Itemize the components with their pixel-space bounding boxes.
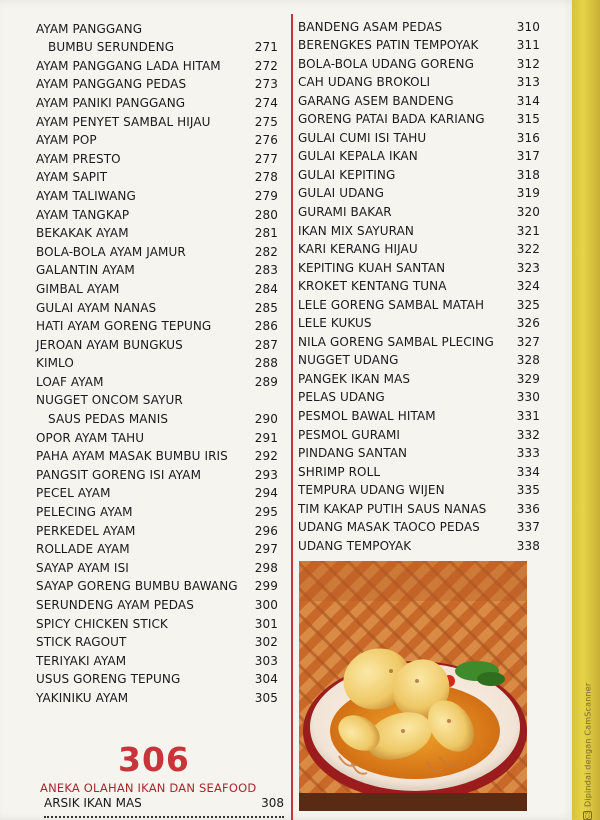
toc-entry-title: GORENG PATAI BADA KARIANG	[298, 112, 485, 127]
toc-entry-title: AYAM POP	[36, 133, 97, 148]
toc-entry-title: PANGSIT GORENG ISI AYAM	[36, 467, 202, 482]
toc-entry-title: GARANG ASEM BANDENG	[298, 93, 454, 108]
toc-entry-page: 329	[516, 371, 540, 386]
toc-entry-page: 310	[516, 19, 540, 34]
toc-entry-page: 276	[254, 133, 278, 148]
toc-entry-title: AYAM PANIKI PANGGANG	[36, 95, 186, 110]
toc-entry-page: 289	[254, 374, 278, 389]
toc-entry-title: PELECING AYAM	[36, 505, 133, 520]
toc-entry	[298, 423, 540, 442]
toc-entry	[298, 256, 540, 275]
toc-entry	[298, 293, 540, 312]
toc-entry-title: GULAI AYAM NANAS	[36, 300, 157, 315]
toc-entry-page: 279	[254, 188, 278, 203]
toc-entry-page: 323	[516, 260, 540, 275]
toc-entry	[298, 460, 540, 479]
toc-entry	[298, 238, 540, 257]
toc-entry-title: BANDENG ASAM PEDAS	[298, 19, 443, 34]
toc-entry-title: LELE KUKUS	[298, 316, 372, 331]
toc-entry-title: UDANG MASAK TAOCO PEDAS	[298, 520, 480, 535]
scanner-watermark	[578, 680, 598, 820]
toc-entry	[298, 330, 540, 349]
toc-entry-title: GURAMI BAKAR	[298, 205, 392, 220]
toc-entry	[36, 500, 278, 519]
toc-entry-page: 332	[516, 427, 540, 442]
toc-entry-title: LELE GORENG SAMBAL MATAH	[298, 297, 485, 312]
toc-entry	[36, 36, 278, 55]
toc-entry-page: 281	[254, 226, 278, 241]
toc-entry	[36, 426, 278, 445]
toc-entry-page: 327	[516, 334, 540, 349]
toc-entry	[298, 219, 540, 238]
toc-entry	[36, 184, 278, 203]
toc-entry-title: SAUS PEDAS MANIS	[48, 412, 169, 427]
toc-entry-title: UDANG TEMPOYAK	[298, 538, 412, 553]
toc-entry-page: 311	[516, 38, 540, 53]
toc-entry-page: 277	[254, 151, 278, 166]
dish-photo	[299, 561, 527, 811]
toc-entry	[36, 352, 278, 371]
toc-entry	[36, 315, 278, 334]
toc-entry	[298, 126, 540, 145]
toc-entry-page: 275	[254, 114, 278, 129]
toc-entry-page: 324	[516, 279, 540, 294]
toc-entry-page: 273	[254, 77, 278, 92]
toc-entry	[298, 163, 540, 182]
toc-entry-page: 287	[254, 337, 278, 352]
toc-entry-page: 308	[261, 796, 284, 810]
toc-entry-title: USUS GORENG TEPUNG	[36, 672, 181, 687]
toc-entry-page: 326	[516, 316, 540, 331]
toc-entry-title: TIM KAKAP PUTIH SAUS NANAS	[298, 501, 487, 516]
toc-entry	[36, 296, 278, 315]
toc-entry-page: 305	[254, 690, 278, 705]
toc-entry	[36, 463, 278, 482]
toc-entry-title: PANGEK IKAN MAS	[298, 371, 411, 386]
toc-entry-page: 271	[254, 40, 278, 55]
toc-left-column	[36, 17, 278, 705]
toc-entry-page: 298	[254, 560, 278, 575]
toc-entry	[298, 516, 540, 535]
toc-entry-page: 325	[516, 297, 540, 312]
toc-entry-page: 318	[516, 167, 540, 182]
toc-entry-title: ROLLADE AYAM	[36, 542, 130, 557]
toc-entry-page: 316	[516, 130, 540, 145]
toc-entry-title: BOLA-BOLA AYAM JAMUR	[36, 244, 186, 259]
toc-entry	[36, 631, 278, 650]
toc-entry	[36, 73, 278, 92]
toc-entry-title: AYAM PANGGANG	[36, 21, 143, 36]
toc-entry	[36, 333, 278, 352]
toc-entry	[298, 34, 540, 53]
toc-entry	[36, 203, 278, 222]
toc-entry	[298, 275, 540, 294]
toc-entry-page: 295	[254, 505, 278, 520]
toc-entry	[298, 15, 540, 34]
toc-entry-page: 285	[254, 300, 278, 315]
toc-entry	[36, 612, 278, 631]
toc-entry-page: 294	[254, 486, 278, 501]
section-title: ANEKA OLAHAN IKAN DAN SEAFOOD	[40, 781, 257, 795]
toc-entry	[298, 442, 540, 461]
toc-entry	[298, 312, 540, 331]
toc-entry-title: AYAM PENYET SAMBAL HIJAU	[36, 114, 211, 129]
toc-entry-page: 313	[516, 75, 540, 90]
toc-entry-title: GULAI KEPALA IKAN	[298, 149, 418, 164]
toc-entry	[298, 200, 540, 219]
toc-entry-title: PESMOL GURAMI	[298, 427, 401, 442]
toc-entry-title: SPICY CHICKEN STICK	[36, 616, 168, 631]
toc-entry-title: AYAM SAPIT	[36, 170, 108, 185]
toc-entry-title: ARSIK IKAN MAS	[44, 796, 142, 810]
toc-entry-title: AYAM TALIWANG	[36, 188, 136, 203]
toc-entry	[36, 519, 278, 538]
toc-entry-title: BOLA-BOLA UDANG GORENG	[298, 56, 474, 71]
toc-entry	[36, 17, 278, 36]
toc-entry-title: IKAN MIX SAYURAN	[298, 223, 414, 238]
toc-entry-page: 331	[516, 409, 540, 424]
toc-entry	[36, 110, 278, 129]
toc-entry-page: 288	[254, 356, 278, 371]
toc-entry-title: SERUNDENG AYAM PEDAS	[36, 598, 194, 612]
toc-entry	[36, 54, 278, 73]
toc-entry-title: KARI KERANG HIJAU	[298, 242, 418, 257]
toc-entry	[36, 668, 278, 687]
toc-entry-title: BUMBU SERUNDENG	[48, 40, 175, 55]
toc-entry	[36, 445, 278, 464]
toc-entry-title: GULAI CUMI ISI TAHU	[298, 130, 427, 145]
toc-entry	[36, 147, 278, 166]
toc-entry	[36, 556, 278, 575]
toc-entry-page: 317	[516, 149, 540, 164]
toc-entry	[298, 52, 540, 71]
toc-entry-page: 302	[254, 635, 278, 650]
toc-entry-title: CAH UDANG BROKOLI	[298, 75, 431, 90]
toc-entry	[298, 349, 540, 368]
toc-entry-title: PESMOL BAWAL HITAM	[298, 409, 436, 424]
toc-entry-title: NUGGET UDANG	[298, 353, 399, 368]
toc-entry-page: 334	[516, 464, 540, 479]
toc-entry-page: 291	[254, 430, 278, 445]
toc-entry	[36, 91, 278, 110]
toc-entry-title: SHRIMP ROLL	[298, 464, 381, 479]
cropped-next-entry	[44, 816, 284, 820]
toc-entry-title: STICK RAGOUT	[36, 635, 127, 650]
toc-entry-title: LOAF AYAM	[36, 374, 104, 389]
toc-entry-page: 337	[516, 520, 540, 535]
toc-entry-title: PERKEDEL AYAM	[36, 523, 136, 538]
toc-entry	[36, 259, 278, 278]
toc-entry-title: BERENGKES PATIN TEMPOYAK	[298, 38, 479, 53]
toc-entry-page: 330	[516, 390, 540, 405]
toc-entry	[298, 182, 540, 201]
toc-entry	[298, 367, 540, 386]
toc-entry-page: 338	[516, 538, 540, 553]
toc-entry	[36, 649, 278, 668]
toc-entry-page: 321	[516, 223, 540, 238]
toc-entry-title: GALANTIN AYAM	[36, 263, 135, 278]
toc-entry-page: 304	[254, 672, 278, 687]
toc-entry	[36, 407, 278, 426]
toc-entry-title: BEKAKAK AYAM	[36, 226, 129, 241]
toc-entry-page: 299	[254, 579, 278, 594]
toc-entry-title: SAYAP AYAM ISI	[36, 560, 129, 575]
toc-entry-title: TERIYAKI AYAM	[36, 653, 127, 668]
toc-entry	[298, 108, 540, 127]
toc-entry	[36, 389, 278, 408]
toc-entry	[36, 575, 278, 594]
toc-entry	[36, 166, 278, 185]
toc-entry-page: 335	[516, 483, 540, 498]
toc-entry	[298, 89, 540, 108]
toc-entry-title: PELAS UDANG	[298, 390, 385, 405]
toc-entry	[36, 538, 278, 557]
toc-entry-page: 283	[254, 263, 278, 278]
toc-entry-page: 300	[254, 598, 278, 612]
toc-entry	[36, 129, 278, 148]
toc-entry-title: GIMBAL AYAM	[36, 281, 120, 296]
toc-entry-title: AYAM PANGGANG PEDAS	[36, 77, 187, 92]
toc-entry-page: 320	[516, 205, 540, 220]
toc-entry-page: 272	[254, 58, 278, 73]
toc-entry-page: 315	[516, 112, 540, 127]
toc-entry-page: 292	[254, 449, 278, 464]
toc-entry	[298, 479, 540, 498]
toc-entry	[298, 386, 540, 405]
toc-entry	[36, 240, 278, 259]
toc-entry	[36, 593, 278, 612]
toc-entry-title: AYAM PANGGANG LADA HITAM	[36, 58, 221, 73]
toc-entry-page: 293	[254, 467, 278, 482]
toc-entry-page: 312	[516, 56, 540, 71]
toc-entry	[298, 71, 540, 90]
toc-entry	[298, 534, 540, 553]
toc-entry-title: TEMPURA UDANG WIJEN	[298, 483, 445, 498]
toc-entry	[44, 796, 284, 810]
toc-entry-page: 328	[516, 353, 540, 368]
toc-entry-title: GULAI UDANG	[298, 186, 385, 201]
toc-entry	[36, 686, 278, 705]
toc-entry-title: AYAM TANGKAP	[36, 207, 130, 222]
toc-entry-page: 322	[516, 242, 540, 257]
toc-right-column	[298, 15, 540, 553]
toc-entry	[298, 145, 540, 164]
toc-entry	[36, 222, 278, 241]
toc-entry	[36, 277, 278, 296]
toc-entry	[36, 370, 278, 389]
toc-entry-page: 274	[254, 95, 278, 110]
toc-entry-title: SAYAP GORENG BUMBU BAWANG	[36, 579, 238, 594]
toc-entry	[298, 404, 540, 423]
toc-entry-page: 336	[516, 501, 540, 516]
toc-entry-title: PINDANG SANTAN	[298, 446, 408, 461]
toc-entry-title: JEROAN AYAM BUNGKUS	[36, 337, 183, 352]
stuffed-squid-curry-image	[299, 561, 527, 811]
toc-entry-title: PAHA AYAM MASAK BUMBU IRIS	[36, 449, 228, 464]
toc-entry-page: 278	[254, 170, 278, 185]
toc-entry-page: 314	[516, 93, 540, 108]
toc-entry-title: KIMLO	[36, 356, 74, 371]
toc-entry-title: KROKET KENTANG TUNA	[298, 279, 447, 294]
toc-entry-title: PECEL AYAM	[36, 486, 111, 501]
toc-entry-page: 282	[254, 244, 278, 259]
toc-entry-page: 301	[254, 616, 278, 631]
toc-entry-page: 284	[254, 281, 278, 296]
toc-entry-title: KEPITING KUAH SANTAN	[298, 260, 446, 275]
toc-entry-title: NILA GORENG SAMBAL PLECING	[298, 334, 494, 349]
camscanner-icon: CS	[584, 810, 592, 819]
toc-entry-page: 286	[254, 319, 278, 334]
toc-entry-page: 333	[516, 446, 540, 461]
toc-entry-title: NUGGET ONCOM SAYUR	[36, 393, 183, 408]
toc-entry-page: 303	[254, 653, 278, 668]
section-page-number: 306	[118, 740, 190, 779]
watermark-text: Dipindai dengan CamScanner	[583, 682, 593, 807]
toc-entry-title: GULAI KEPITING	[298, 167, 396, 182]
column-divider	[291, 14, 293, 820]
toc-entry-title: OPOR AYAM TAHU	[36, 430, 145, 445]
toc-entry-title: YAKINIKU AYAM	[36, 690, 129, 705]
toc-entry	[298, 497, 540, 516]
toc-entry-page: 280	[254, 207, 278, 222]
toc-entry-page: 290	[254, 412, 278, 427]
toc-entry-page: 296	[254, 523, 278, 538]
toc-entry-title: HATI AYAM GORENG TEPUNG	[36, 319, 212, 334]
toc-entry	[36, 482, 278, 501]
toc-entry-page: 297	[254, 542, 278, 557]
toc-entry-title: AYAM PRESTO	[36, 151, 121, 166]
toc-entry-page: 319	[516, 186, 540, 201]
